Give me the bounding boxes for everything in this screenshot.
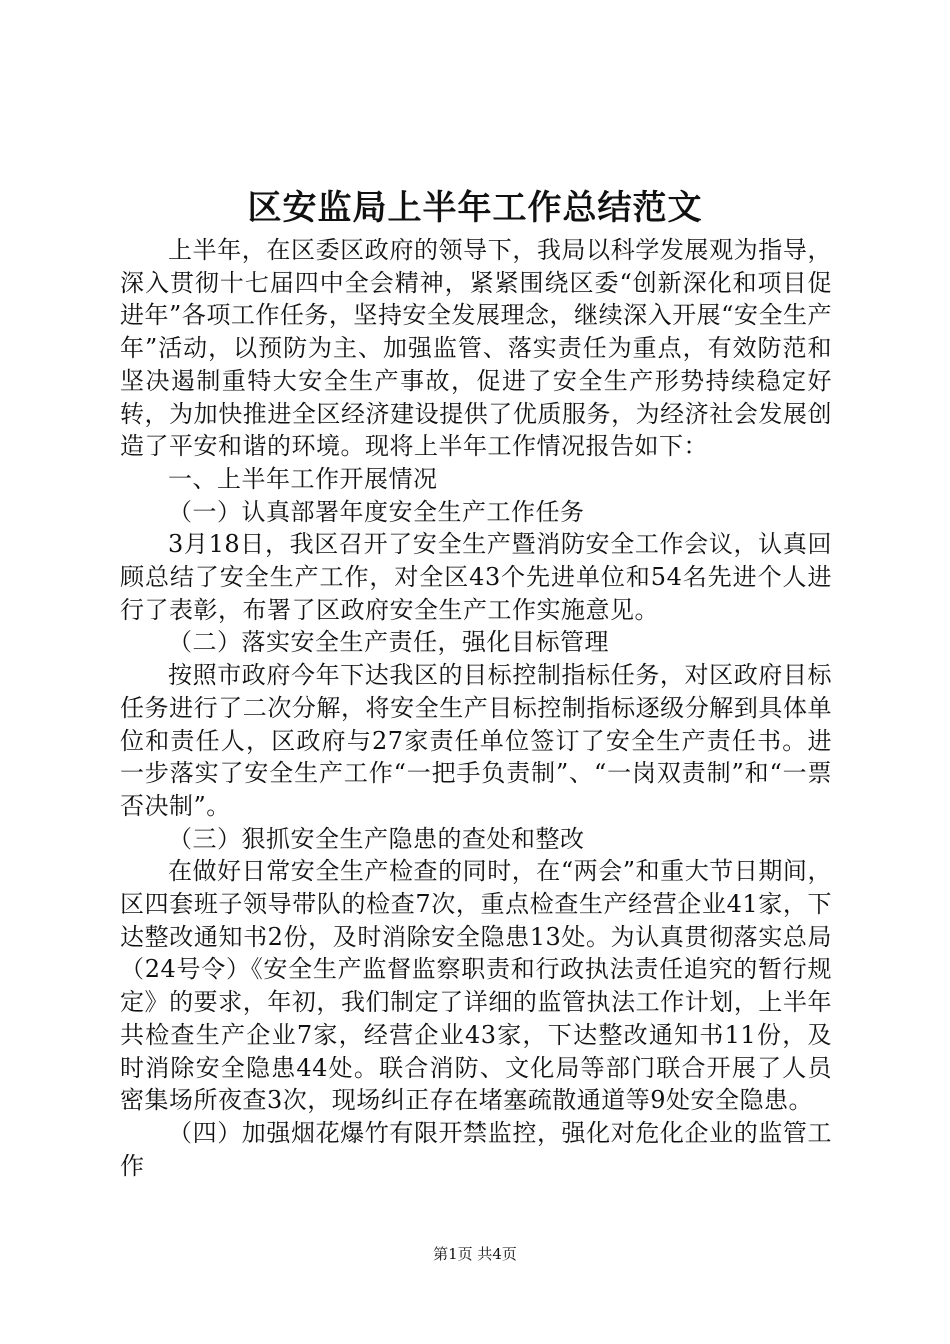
intro-paragraph: 上半年，在区委区政府的领导下，我局以科学发展观为指导，深入贯彻十七届四中全会精神，紧紧围绕区委“创新深化和项目促进年”各项工作任务，坚持安全发展理念，继续深入开展“安全生产年”活动，以预防为主、加强监管、落实责任为重点，有效防范和坚决遏制重特大安全生产事故，促进了安全生产形势持续稳定好转，为加快推进全区经济建设提供了优质服务，为经济社会发展创造了平安和谐的环境。现将上半年工作情况报告如下： (120, 236, 832, 461)
subsection-heading-2: （二）落实安全生产责任，强化目标管理 (168, 628, 609, 657)
section-heading-1: 一、上半年工作开展情况 (168, 464, 438, 493)
document-title: 区安监局上半年工作总结范文 (247, 188, 703, 228)
subsection-heading-4: （四）加强烟花爆竹有限开禁监控，强化对危化企业的监管工作 (120, 1118, 832, 1180)
paragraph-2: 按照市政府今年下达我区的目标控制指标任务，对区政府目标任务进行了二次分解，将安全生产目标控制指标逐级分解到具体单位和责任人，区政府与27家责任单位签订了安全生产责任书。进一步落实了安全生产工作“一把手负责制”、“一岗双责制”和“一票否决制”。 (120, 661, 832, 820)
subsection-heading-1: （一）认真部署年度安全生产工作任务 (168, 497, 585, 526)
paragraph-3: 在做好日常安全生产检查的同时，在“两会”和重大节日期间，区四套班子领导带队的检查7次，重点检查生产经营企业41家，下达整改通知书2份，及时消除安全隐患13处。为认真贯彻落实总局（24号令）《安全生产监督监察职责和行政执法责任追究的暂行规定》的要求，年初，我们制定了详细的监管执法工作计划，上半年共检查生产企业7家，经营企业43家，下达整改通知书11份，及时消除安全隐患44处。联合消防、文化局等部门联合开展了人员密集场所夜查3次，现场纠正存在堵塞疏散通道等9处安全隐患。 (120, 857, 832, 1115)
paragraph-1: 3月18日，我区召开了安全生产暨消防安全工作会议，认真回顾总结了安全生产工作，对全区43个先进单位和54名先进个人进行了表彰，布署了区政府安全生产工作实施意见。 (120, 530, 832, 624)
subsection-heading-3: （三）狠抓安全生产隐患的查处和整改 (168, 824, 585, 853)
page-footer: 第1页 共4页 (433, 1245, 517, 1263)
document-body (120, 234, 832, 1182)
